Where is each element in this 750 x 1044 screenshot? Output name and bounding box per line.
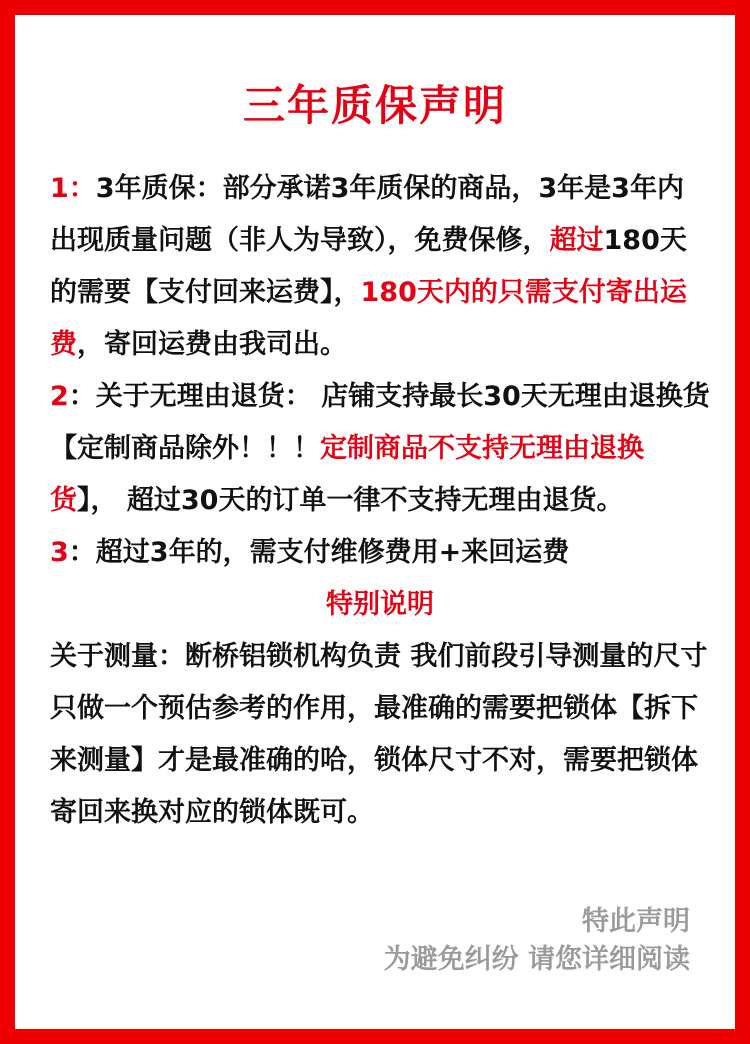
signoff (384, 903, 690, 979)
section-2-text-b: 】， 超过30天的订单一律不支持无理由退货。 (77, 485, 624, 516)
signoff-line-1: 特此声明 (582, 906, 690, 937)
section-3 (50, 527, 710, 579)
section-1-text-c: ，寄回运费由我司出。 (77, 329, 347, 360)
section-1 (50, 163, 710, 371)
section-2-red-a: 定制商品不支持无理由退换货 (50, 433, 644, 516)
section-1-red-b: 180天内的只需支付寄出运费 (50, 277, 687, 360)
section-1-text-b: 180天的需要【支付回来运费】， (50, 225, 687, 308)
section-1-red-a: 超过 (549, 225, 604, 256)
section-1-text-a: 3年质保：部分承诺3年质保的商品，3年是3年内出现质量问题（非人为导致），免费保修， (50, 173, 684, 256)
page-title: 三年质保声明 (242, 81, 507, 130)
signoff-line-2: 为避免纠纷 请您详细阅读 (383, 944, 690, 975)
special-note-text: 关于测量：断桥铝锁机构负责 我们前段引导测量的尺寸 只做一个预估参考的作用，最准确的需要把锁体【拆下来测量】才是最准确的哈，锁体尺寸不对，需要把锁体寄回来换对应的锁体既可。 (50, 641, 708, 828)
section-2-text-a: ：关于无理由退货： 店铺支持最长30天无理由退换货【定制商品除外！！！ (50, 381, 710, 464)
special-note-heading: 特别说明 (326, 589, 434, 620)
section-3-text: ：超过3年的，需支付维修费用+来回运费 (68, 537, 570, 568)
section-3-number: 3 (50, 537, 69, 568)
section-2-number: 2 (50, 381, 69, 412)
section-2 (50, 371, 710, 527)
notice-body (50, 163, 710, 839)
section-1-number: 1： (50, 173, 96, 204)
